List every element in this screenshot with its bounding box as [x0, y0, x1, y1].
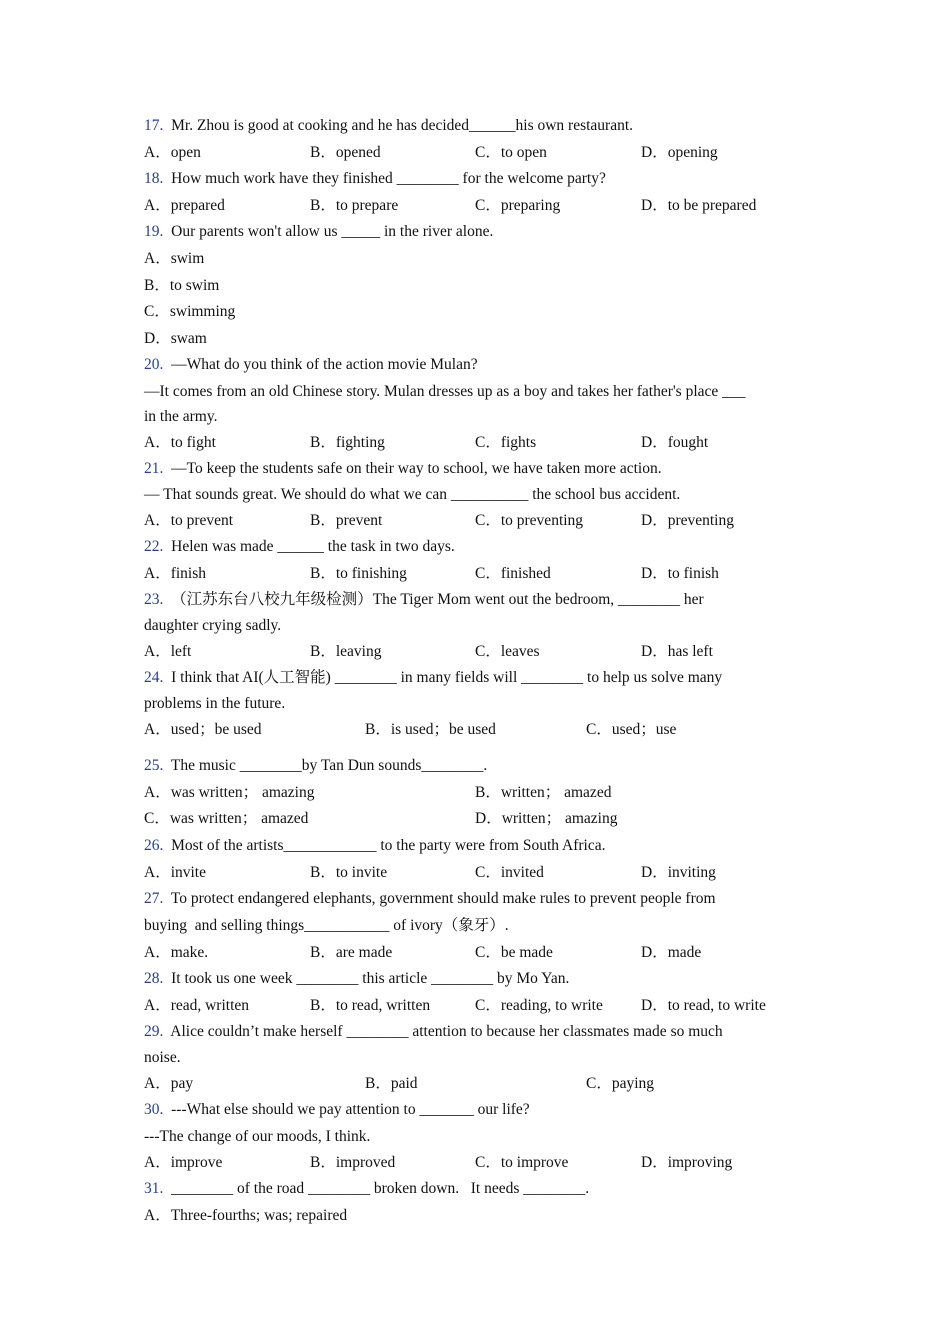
- question-stem-line-3: in the army.: [144, 408, 218, 425]
- option-d: D．to be prepared: [641, 197, 757, 214]
- option-d: D．inviting: [641, 864, 716, 881]
- option-c: C．to improve: [475, 1154, 569, 1171]
- option-c: C．fights: [475, 434, 537, 451]
- question-stem: ________ of the road ________ broken down. It needs ________.: [171, 1180, 590, 1197]
- question-21: [144, 459, 662, 479]
- option-a: A．open: [144, 144, 201, 161]
- question-stem: The music ________by Tan Dun sounds________.: [170, 757, 488, 774]
- option-b: B．to read, written: [310, 997, 431, 1014]
- option-d: D．to finish: [641, 565, 719, 582]
- question-stem-line-2: ---The change of our moods, I think.: [144, 1128, 371, 1145]
- option-d: D．has left: [641, 643, 713, 660]
- question-22: [144, 537, 455, 557]
- question-number: 30.: [144, 1101, 164, 1118]
- question-number: 26.: [144, 837, 164, 854]
- option-a: A．prepared: [144, 197, 225, 214]
- question-stem-line-2: daughter crying sadly.: [144, 617, 282, 634]
- option-c: C．be made: [475, 944, 553, 961]
- option-b: B．are made: [310, 944, 393, 961]
- option-b: B．is used；be used: [365, 721, 496, 738]
- option-b: B．leaving: [310, 643, 382, 660]
- question-stem: Our parents won't allow us _____ in the river alone.: [171, 223, 494, 240]
- question-number: 17.: [144, 117, 164, 134]
- question-stem: —What do you think of the action movie Mulan?: [171, 356, 478, 373]
- question-stem-line-2: problems in the future.: [144, 695, 286, 712]
- question-number: 22.: [144, 538, 164, 555]
- question-number: 28.: [144, 970, 164, 987]
- option-c: C．reading, to write: [475, 997, 603, 1014]
- option-b: B．fighting: [310, 434, 385, 451]
- question-number: 19.: [144, 223, 164, 240]
- question-stem-line-2: — That sounds great. We should do what we can __________ the school bus accident.: [144, 486, 681, 503]
- question-31: [144, 1179, 589, 1199]
- option-a: A．used；be used: [144, 721, 262, 738]
- question-19: [144, 222, 493, 242]
- question-30: [144, 1100, 530, 1120]
- question-stem: （江苏东台八校九年级检测）The Tiger Mom went out the bedroom, ________ her: [171, 591, 704, 608]
- question-number: 27.: [144, 890, 164, 907]
- question-number: 18.: [144, 170, 164, 187]
- question-number: 29.: [144, 1023, 164, 1040]
- option-d: D．preventing: [641, 512, 734, 529]
- question-25: [144, 756, 487, 776]
- question-stem: It took us one week ________ this article ________ by Mo Yan.: [171, 970, 570, 987]
- option-c: C．swimming: [144, 303, 236, 320]
- question-number: 20.: [144, 356, 164, 373]
- option-b: B．to finishing: [310, 565, 407, 582]
- option-c: C．invited: [475, 864, 544, 881]
- option-a: A．improve: [144, 1154, 223, 1171]
- option-c: C．finished: [475, 565, 551, 582]
- option-c: C．to preventing: [475, 512, 584, 529]
- question-stem: How much work have they finished ________ for the welcome party?: [171, 170, 606, 187]
- question-23: [144, 590, 704, 610]
- question-26: [144, 836, 605, 856]
- option-d: D．improving: [641, 1154, 733, 1171]
- option-b: B．opened: [310, 144, 381, 161]
- question-stem: To protect endangered elephants, government should make rules to prevent people from: [170, 890, 716, 907]
- question-stem: Mr. Zhou is good at cooking and he has decided______his own restaurant.: [171, 117, 634, 134]
- option-b: B．to prepare: [310, 197, 399, 214]
- option-d: D．swam: [144, 330, 207, 347]
- question-stem: Helen was made ______ the task in two days.: [171, 538, 455, 555]
- option-a: A．left: [144, 643, 192, 660]
- option-d: D．opening: [641, 144, 718, 161]
- option-a: A．make.: [144, 944, 209, 961]
- option-b: B．to swim: [144, 277, 220, 294]
- question-number: 25.: [144, 757, 164, 774]
- option-a: A．to prevent: [144, 512, 234, 529]
- option-c: C．used；use: [586, 721, 677, 738]
- option-d: D．to read, to write: [641, 997, 766, 1014]
- option-b: B．to invite: [310, 864, 388, 881]
- option-c: C．was written； amazed: [144, 810, 309, 827]
- option-a: A．was written； amazing: [144, 784, 315, 801]
- question-stem-line-2: buying and selling things___________ of ivory（象牙）.: [144, 917, 509, 934]
- question-28: [144, 969, 569, 989]
- question-17: [144, 116, 633, 136]
- option-c: C．preparing: [475, 197, 561, 214]
- option-d: D．written； amazing: [475, 810, 618, 827]
- option-b: B．paid: [365, 1075, 418, 1092]
- option-c: C．paying: [586, 1075, 655, 1092]
- question-stem: I think that AI(人工智能) ________ in many fields will ________ to help us solve many: [171, 669, 723, 686]
- question-18: [144, 169, 606, 189]
- option-a: A．read, written: [144, 997, 250, 1014]
- option-a: A．to fight: [144, 434, 216, 451]
- question-stem: Alice couldn’t make herself ________ attention to because her classmates made so much: [170, 1023, 723, 1040]
- question-20: [144, 355, 478, 375]
- option-d: D．made: [641, 944, 702, 961]
- option-c: C．to open: [475, 144, 547, 161]
- option-d: D．fought: [641, 434, 709, 451]
- question-29: [144, 1022, 723, 1042]
- option-c: C．leaves: [475, 643, 540, 660]
- question-stem: Most of the artists____________ to the party were from South Africa.: [171, 837, 606, 854]
- question-number: 21.: [144, 460, 164, 477]
- option-a: A．pay: [144, 1075, 194, 1092]
- question-stem-line-2: —It comes from an old Chinese story. Mulan dresses up as a boy and takes her father's place ___: [144, 383, 746, 400]
- option-b: B．written； amazed: [475, 784, 612, 801]
- question-number: 23.: [144, 591, 164, 608]
- question-stem: —To keep the students safe on their way to school, we have taken more action.: [171, 460, 662, 477]
- option-a: A．swim: [144, 250, 205, 267]
- option-b: B．prevent: [310, 512, 383, 529]
- question-stem: ---What else should we pay attention to _______ our life?: [171, 1101, 530, 1118]
- question-number: 24.: [144, 669, 164, 686]
- question-24: [144, 668, 722, 688]
- option-a: A．invite: [144, 864, 206, 881]
- question-27: [144, 889, 716, 909]
- option-b: B．improved: [310, 1154, 396, 1171]
- option-a: A．Three-fourths; was; repaired: [144, 1207, 348, 1224]
- question-stem-line-2: noise.: [144, 1049, 181, 1066]
- question-number: 31.: [144, 1180, 164, 1197]
- option-a: A．finish: [144, 565, 207, 582]
